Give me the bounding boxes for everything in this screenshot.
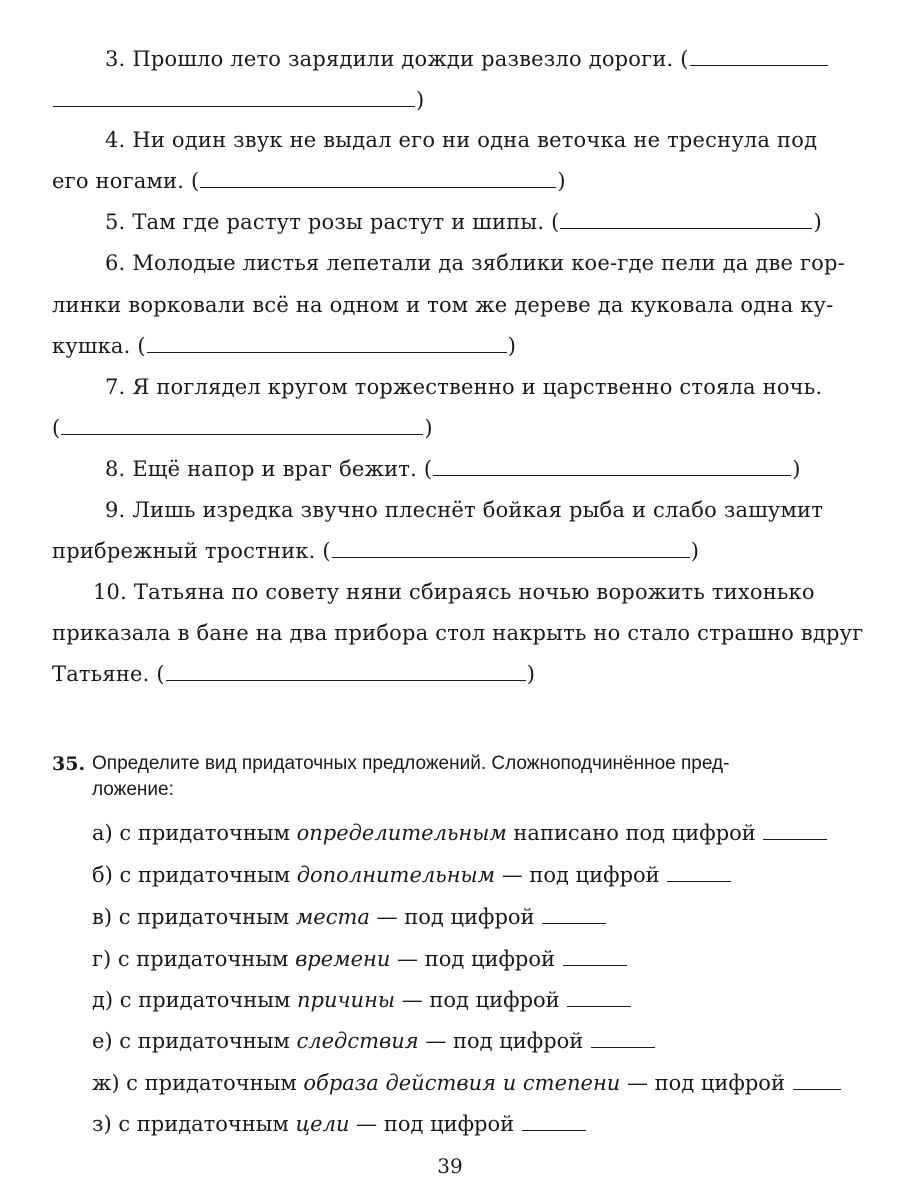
clause-type: цели bbox=[295, 1112, 350, 1136]
exercise-number: 35. bbox=[52, 753, 86, 775]
item-number: 3. bbox=[105, 47, 126, 71]
item-9-line-1 bbox=[105, 495, 823, 525]
item-number: 6. bbox=[105, 251, 126, 275]
item-text: его ногами. ( bbox=[52, 169, 200, 193]
answer-blank[interactable] bbox=[763, 819, 827, 840]
clause-type: следствия bbox=[296, 1029, 419, 1053]
option-label: а) с придаточным bbox=[92, 821, 297, 845]
clause-type: причины bbox=[297, 988, 396, 1012]
item-9-line-2 bbox=[52, 536, 699, 566]
item-text: Лишь изредка звучно плеснёт бойкая рыба и слабо зашумит bbox=[132, 498, 824, 522]
option-a bbox=[92, 818, 828, 848]
item-6-line-1 bbox=[105, 248, 845, 278]
answer-blank[interactable] bbox=[542, 903, 606, 924]
item-7-line-1 bbox=[105, 372, 822, 402]
answer-blank[interactable] bbox=[567, 986, 631, 1007]
item-10-line-3 bbox=[52, 659, 535, 689]
clause-type: образа действия и степени bbox=[303, 1071, 621, 1095]
item-text: Прошло лето зарядили дожди развезло дороги. ( bbox=[132, 47, 689, 71]
item-3-line-1 bbox=[105, 44, 829, 74]
answer-blank[interactable] bbox=[61, 414, 423, 435]
item-3-line-2 bbox=[52, 85, 424, 115]
closing-paren: ) bbox=[813, 210, 822, 234]
item-number: 9. bbox=[105, 498, 126, 522]
option-rest: — под цифрой bbox=[620, 1071, 792, 1095]
item-text: Ещё напор и враг бежит. ( bbox=[132, 457, 433, 481]
item-10-line-1 bbox=[93, 577, 815, 607]
closing-paren: ) bbox=[690, 539, 700, 563]
exercise-task-line-2: ложение: bbox=[92, 779, 174, 800]
item-number: 10. bbox=[93, 580, 127, 604]
clause-type: дополнительным bbox=[296, 863, 496, 887]
option-v bbox=[92, 902, 607, 932]
item-text: приказала в бане на два прибора стол накрыть но стало страшно вдруг bbox=[52, 621, 864, 645]
closing-paren: ) bbox=[526, 662, 536, 686]
option-zh bbox=[92, 1068, 842, 1098]
item-number: 8. bbox=[105, 457, 126, 481]
clause-type: времени bbox=[295, 947, 391, 971]
item-6-line-3 bbox=[52, 331, 516, 361]
option-label: з) с придаточным bbox=[92, 1112, 296, 1136]
option-label: в) с придаточным bbox=[92, 905, 296, 929]
option-d bbox=[92, 985, 632, 1015]
closing-paren: ) bbox=[507, 334, 517, 358]
answer-blank[interactable] bbox=[200, 167, 556, 188]
item-text: Там где растут розы растут и шипы. ( bbox=[132, 210, 560, 234]
option-label: ж) с придаточным bbox=[92, 1071, 304, 1095]
item-text: прибрежный тростник. ( bbox=[52, 539, 331, 563]
item-text: Ни один звук не выдал его ни одна веточка не треснула под bbox=[132, 128, 818, 152]
option-g bbox=[92, 944, 628, 974]
closing-paren: ) bbox=[416, 88, 425, 112]
item-text: Молодые листья лепетали да зяблики кое-где пели да две гор- bbox=[132, 251, 845, 275]
item-text: кушка. ( bbox=[52, 334, 146, 358]
item-4-line-1 bbox=[105, 125, 817, 155]
opening-paren: ( bbox=[52, 416, 61, 440]
closing-paren: ) bbox=[557, 169, 566, 193]
answer-blank[interactable] bbox=[667, 861, 731, 882]
option-rest: написано под цифрой bbox=[506, 821, 763, 845]
option-b bbox=[92, 860, 732, 890]
clause-type: определительным bbox=[296, 821, 507, 845]
item-text: Татьяне. ( bbox=[52, 662, 165, 686]
item-10-line-2 bbox=[52, 618, 863, 648]
answer-blank[interactable] bbox=[793, 1069, 841, 1090]
closing-paren: ) bbox=[424, 416, 433, 440]
page-number: 39 bbox=[437, 1154, 463, 1178]
answer-blank[interactable] bbox=[591, 1027, 655, 1048]
answer-blank[interactable] bbox=[433, 455, 791, 476]
answer-blank[interactable] bbox=[166, 660, 526, 681]
item-text: Я поглядел кругом торжественно и царственно стояла ночь. bbox=[132, 375, 823, 399]
option-label: д) с придаточным bbox=[92, 988, 297, 1012]
answer-blank[interactable] bbox=[53, 86, 415, 107]
exercise-task-line-1: Определите вид придаточных предложений. Сложноподчинённое пред- bbox=[92, 753, 730, 774]
option-rest: — под цифрой bbox=[349, 1112, 521, 1136]
item-5-line-1 bbox=[105, 207, 822, 237]
option-rest: — под цифрой bbox=[418, 1029, 590, 1053]
item-4-line-2 bbox=[52, 166, 566, 196]
answer-blank[interactable] bbox=[560, 208, 812, 229]
item-number: 4. bbox=[105, 128, 126, 152]
option-rest: — под цифрой bbox=[395, 988, 567, 1012]
answer-blank[interactable] bbox=[690, 45, 828, 66]
item-6-line-2 bbox=[52, 290, 833, 320]
answer-blank[interactable] bbox=[147, 332, 507, 353]
option-label: б) с придаточным bbox=[92, 863, 297, 887]
option-rest: — под цифрой bbox=[495, 863, 667, 887]
option-label: е) с придаточным bbox=[92, 1029, 297, 1053]
item-8-line-1 bbox=[105, 454, 801, 484]
option-rest: — под цифрой bbox=[390, 947, 562, 971]
option-e bbox=[92, 1026, 656, 1056]
option-rest: — под цифрой bbox=[369, 905, 542, 929]
closing-paren: ) bbox=[792, 457, 801, 481]
item-text: Татьяна по совету няни сбираясь ночью ворожить тихонько bbox=[133, 580, 815, 604]
item-7-line-2 bbox=[52, 413, 433, 443]
answer-blank[interactable] bbox=[563, 945, 627, 966]
answer-blank[interactable] bbox=[332, 537, 690, 558]
item-number: 5. bbox=[105, 210, 126, 234]
clause-type: места bbox=[295, 905, 370, 929]
option-z bbox=[92, 1109, 587, 1139]
item-number: 7. bbox=[105, 375, 126, 399]
option-label: г) с придаточным bbox=[92, 947, 296, 971]
answer-blank[interactable] bbox=[522, 1110, 586, 1131]
item-text: линки ворковали всё на одном и том же дереве да куковала одна ку- bbox=[52, 293, 834, 317]
